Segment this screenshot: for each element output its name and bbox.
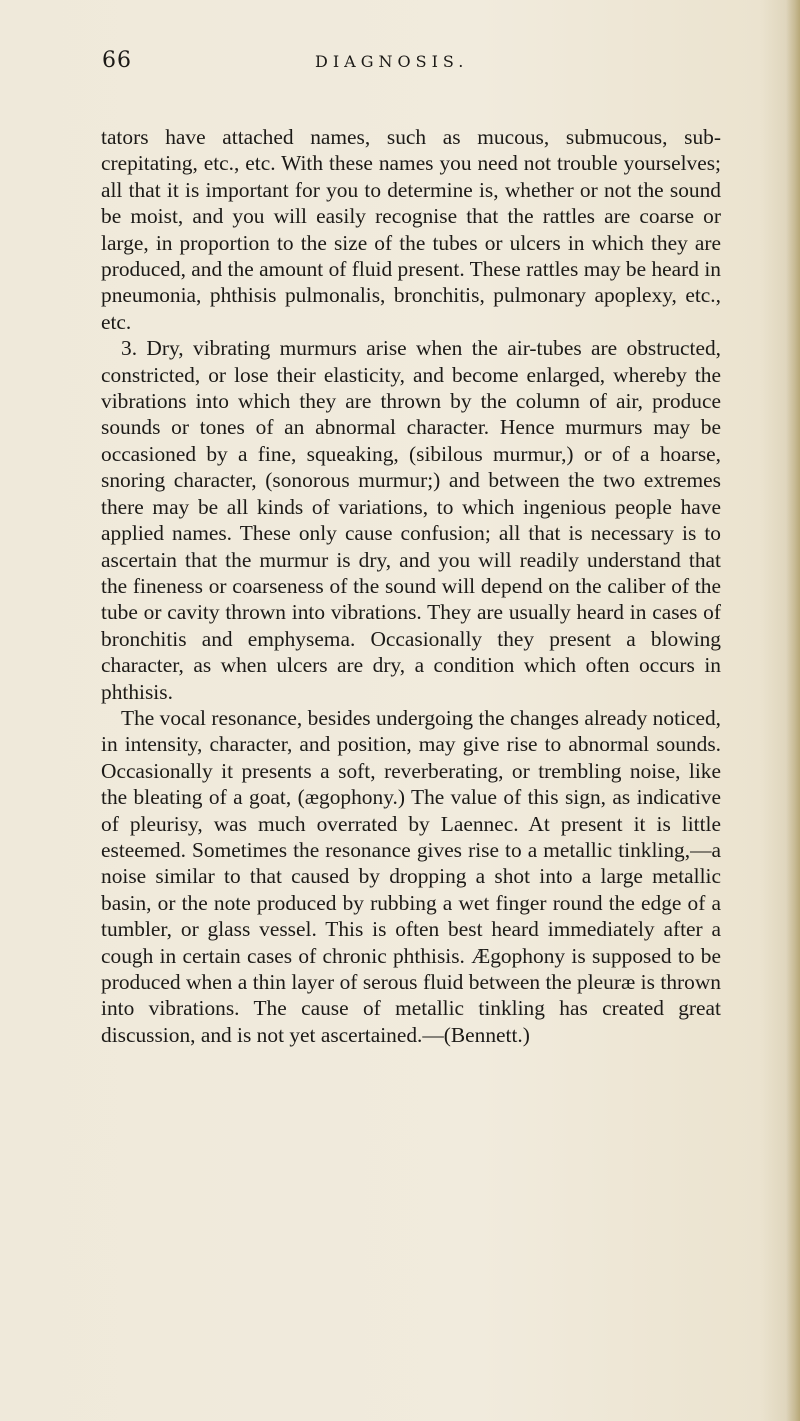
page-header (102, 48, 702, 82)
paragraph-dry-murmurs: 3. Dry, vibrating murmurs arise when the air-tubes are obstructed, constricted, or lose their elasticity, and become enlarged, whereby the vibrations into which they are thrown by the column of air, produce sounds or tones of an abnormal character. Hence murmurs may be occasioned by a fine, squeaking, (sibilous murmur,) or of a hoarse, snoring character, (sonorous murmur;) and between the two extremes there may be all kinds of variations, to which ingenious people have applied names. These only cause confusion; all that is necessary is to ascertain that the murmur is dry, and you will readily understand that the fineness or coarseness of the sound will depend on the caliber of the tube or cavity thrown into vibrations. They are usually heard in cases of bronchitis and emphysema. Occasionally they present a blowing character, as when ulcers are dry, a condition which often occurs in phthisis. (101, 336, 721, 704)
paragraph-continuation: tators have attached names, such as mucous, submucous, sub-crepitating, etc., etc. With these names you need not trouble yourselves; all that it is important for you to determine is, whether or not the sound be moist, and you will easily recognise that the rattles are coarse or large, in proportion to the size of the tubes or ulcers in which they are produced, and the amount of fluid present. These rattles may be heard in pneumonia, phthisis pulmonalis, bronchitis, pulmonary apoplexy, etc., etc. (101, 125, 721, 334)
running-head: DIAGNOSIS. (315, 52, 469, 71)
page-number: 66 (102, 48, 132, 73)
page-edge-shadow (786, 0, 800, 1421)
paragraph-vocal-resonance: The vocal resonance, besides undergoing the changes already noticed, in intensity, character, and position, may give rise to abnormal sounds. Occasionally it presents a soft, reverberating, or trembling noise, like the bleating of a goat, (ægophony.) The value of this sign, as indicative of pleurisy, was much overrated by Laennec. At present it is little esteemed. Sometimes the resonance gives rise to a metallic tinkling,—a noise similar to that caused by dropping a shot into a large metallic basin, or the note produced by rubbing a wet finger round the edge of a tumbler, or glass vessel. This is often best heard immediately after a cough in certain cases of chronic phthisis. Ægophony is supposed to be produced when a thin layer of serous fluid between the pleuræ is thrown into vibrations. The cause of metallic tinkling has created great discussion, and is not yet ascertained.—(Bennett.) (101, 705, 721, 1047)
body-text (101, 124, 721, 1048)
